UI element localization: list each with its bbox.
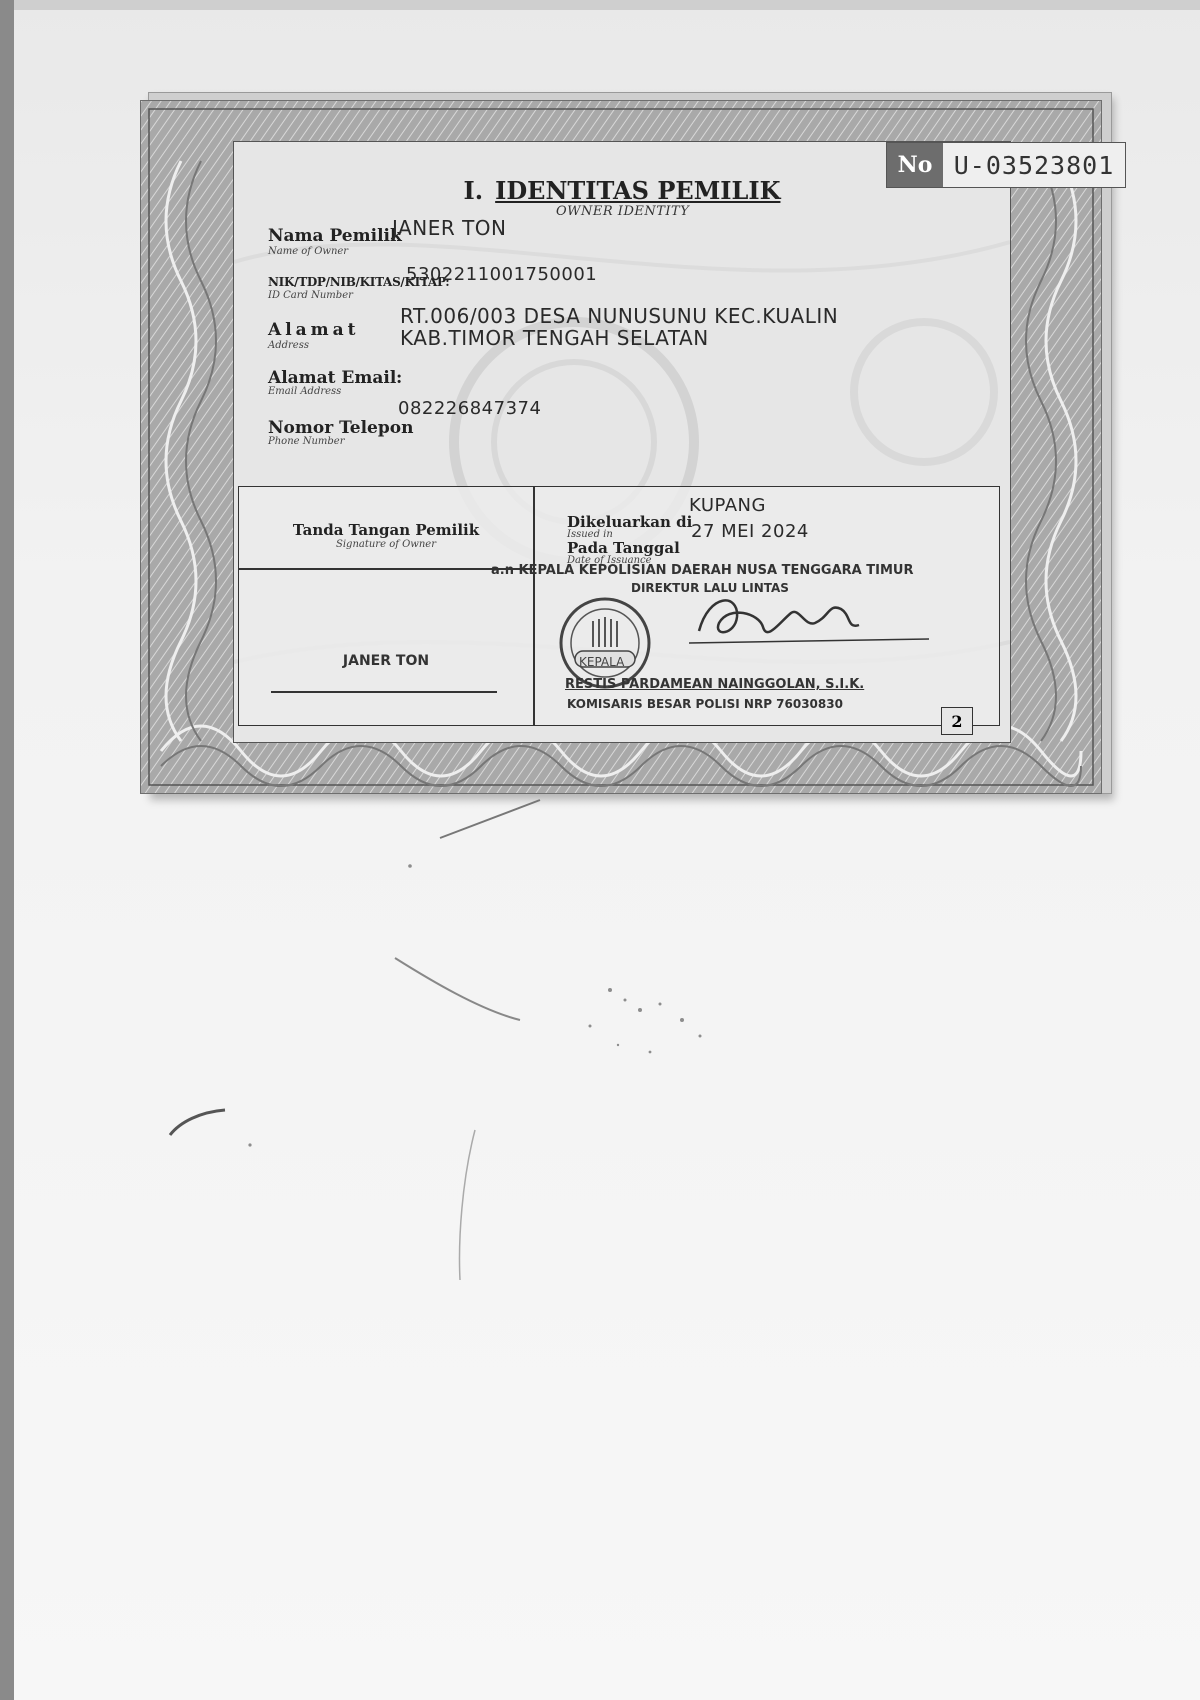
address-sublabel: Address — [268, 340, 309, 351]
issue-date-label: Pada Tanggal — [567, 539, 680, 557]
document-number-value: U-03523801 — [953, 150, 1115, 180]
id-number-sublabel: ID Card Number — [268, 290, 353, 301]
stamp-label: KEPALA — [579, 655, 625, 669]
email-colon: : — [396, 368, 403, 388]
address-line-2: KAB.TIMOR TENGAH SELATAN — [400, 326, 709, 350]
email-sublabel: Email Address — [268, 386, 342, 397]
section-number: I. — [463, 176, 484, 205]
scan-edge-top — [0, 0, 1200, 10]
officer-rank: KOMISARIS BESAR POLISI NRP 76030830 — [567, 697, 843, 711]
table-divider-horizontal — [239, 568, 533, 570]
owner-name-value: JANER TON — [392, 216, 507, 240]
page-number: 2 — [941, 707, 973, 735]
owner-signature-line — [271, 691, 497, 693]
owner-signature-name: JANER TON — [342, 653, 430, 669]
address-line-1: RT.006/003 DESA NUNUSUNU KEC.KUALIN — [400, 304, 839, 328]
section-title — [234, 176, 1010, 205]
id-number-value: 5302211001750001 — [406, 264, 598, 285]
phone-sublabel: Phone Number — [268, 436, 345, 447]
official-signature-icon — [679, 583, 939, 653]
table-divider-vertical — [533, 487, 535, 725]
issued-in-label: Dikeluarkan di — [567, 513, 693, 531]
id-number-label: NIK/TDP/NIB/KITAS/KITAP: — [268, 275, 450, 289]
owner-name-label: Nama Pemilik — [268, 226, 402, 246]
phone-label: Nomor Telepon — [268, 418, 414, 438]
section-title-text: IDENTITAS PEMILIK — [495, 176, 781, 205]
issue-date-sublabel: Date of Issuance — [567, 555, 652, 566]
issued-in-sublabel: Issued in — [567, 529, 613, 540]
document-number-label: No — [887, 143, 943, 187]
email-label: Alamat Email — [268, 368, 397, 388]
director-line: DIREKTUR LALU LINTAS — [631, 581, 789, 595]
signature-table — [238, 486, 1000, 726]
phone-value: 082226847374 — [398, 398, 542, 419]
owner-name-sublabel: Name of Owner — [268, 246, 349, 257]
owner-signature-subtitle: Signature of Owner — [336, 539, 436, 550]
inner-panel — [233, 141, 1115, 743]
authority-line: a.n KEPALA KEPOLISIAN DAERAH NUSA TENGGARA TIMUR — [491, 563, 914, 578]
issue-date-value: 27 MEI 2024 — [691, 521, 809, 542]
issued-in-value: KUPANG — [689, 495, 766, 516]
section-subtitle: OWNER IDENTITY — [556, 204, 690, 219]
scan-edge-left — [0, 0, 14, 1700]
officer-name: RESTIS PARDAMEAN NAINGGOLAN, S.I.K. — [565, 677, 865, 692]
owner-signature-title: Tanda Tangan Pemilik — [292, 521, 480, 539]
address-label: Alamat — [268, 320, 360, 340]
document-page — [140, 100, 1115, 794]
